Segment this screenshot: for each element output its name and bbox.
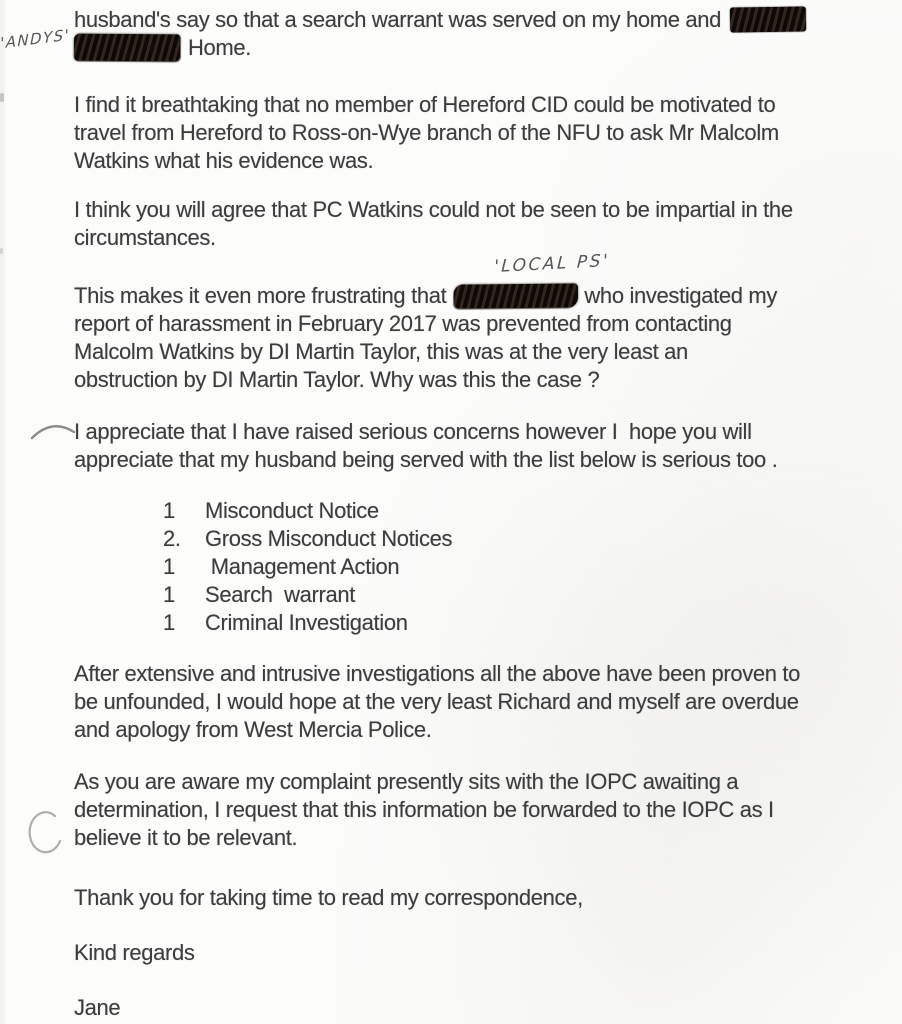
paragraph-7-line-3: believe it to be relevant. bbox=[74, 825, 298, 850]
paragraph-5 bbox=[74, 418, 777, 474]
list-item bbox=[163, 525, 452, 553]
paragraph-4-line-4: obstruction by DI Martin Taylor. Why was this the case ? bbox=[74, 367, 600, 392]
served-notices-list bbox=[163, 497, 452, 637]
paragraph-7-line-2: determination, I request that this information be forwarded to the IOPC as I bbox=[74, 797, 774, 822]
paragraph-5-line-1: I appreciate that I have raised serious concerns however I hope you will bbox=[74, 419, 752, 444]
hole-punch-circle-mark bbox=[23, 809, 67, 861]
paragraph-6-line-2: be unfounded, I would hope at the very least Richard and myself are overdue bbox=[74, 689, 799, 714]
paragraph-text: husband's say so that a search warrant was served on my home and bbox=[74, 7, 722, 32]
closing-regards: Kind regards bbox=[74, 940, 195, 965]
handwritten-annotation-andys: 'ANDYS' bbox=[0, 25, 71, 53]
paragraph-2 bbox=[74, 91, 779, 175]
paragraph-text: Home. bbox=[188, 35, 252, 60]
paragraph-2-line-2: travel from Hereford to Ross-on-Wye branch of the NFU to ask Mr Malcolm bbox=[74, 120, 779, 145]
paragraph-4-line-1 bbox=[74, 282, 777, 310]
list-item-label: Criminal Investigation bbox=[205, 610, 408, 635]
paragraph-6 bbox=[74, 660, 800, 744]
paragraph-1-line-2 bbox=[74, 34, 806, 62]
paragraph-3-line-2: circumstances. bbox=[74, 225, 216, 250]
redaction-block bbox=[730, 6, 806, 32]
paragraph-1 bbox=[74, 6, 806, 62]
list-item bbox=[163, 609, 452, 637]
closing-thanks: Thank you for taking time to read my correspondence, bbox=[74, 885, 583, 910]
scan-edge-speck bbox=[0, 248, 3, 254]
list-item-number: 1 bbox=[163, 554, 175, 579]
paragraph-2-line-1: I find it breathtaking that no member of Hereford CID could be motivated to bbox=[74, 92, 776, 117]
redaction-block bbox=[454, 283, 578, 308]
signature-name: Jane bbox=[74, 995, 121, 1020]
list-item bbox=[163, 581, 452, 609]
paragraph-4-line-3: Malcolm Watkins by DI Martin Taylor, this was at the very least an bbox=[74, 339, 688, 364]
paragraph-4 bbox=[74, 282, 777, 394]
list-item-label: Search warrant bbox=[205, 582, 356, 607]
paragraph-4-line-2: report of harassment in February 2017 was prevented from contacting bbox=[74, 311, 732, 336]
paragraph-6-line-1: After extensive and intrusive investigations all the above have been proven to bbox=[74, 661, 801, 686]
paragraph-7 bbox=[74, 768, 774, 852]
list-item-label: Gross Misconduct Notices bbox=[205, 526, 453, 551]
redaction-block bbox=[74, 34, 180, 62]
list-item-label: Misconduct Notice bbox=[205, 498, 379, 523]
paragraph-3 bbox=[74, 196, 793, 252]
paragraph-6-line-3: and apology from West Mercia Police. bbox=[74, 717, 432, 742]
paragraph-5-line-2: appreciate that my husband being served with the list below is serious too . bbox=[74, 447, 778, 472]
paragraph-1-line-1 bbox=[74, 6, 806, 34]
list-item-number: 1 bbox=[163, 610, 175, 635]
list-item-number: 1 bbox=[163, 498, 175, 523]
pen-arc-mark bbox=[29, 417, 79, 443]
list-item-number: 1 bbox=[163, 582, 175, 607]
handwritten-annotation-local-ps: 'LOCAL PS' bbox=[493, 250, 611, 278]
scan-edge-speck bbox=[0, 93, 4, 102]
paragraph-text: who investigated my bbox=[584, 283, 778, 308]
paragraph-7-line-1: As you are aware my complaint presently sits with the IOPC awaiting a bbox=[74, 769, 739, 794]
list-item bbox=[163, 553, 452, 581]
paragraph-3-line-1: I think you will agree that PC Watkins could not be seen to be impartial in the bbox=[74, 197, 793, 222]
list-item-number: 2. bbox=[163, 526, 181, 551]
list-item-label: Management Action bbox=[205, 554, 400, 579]
list-item bbox=[163, 497, 452, 525]
paragraph-2-line-3: Watkins what his evidence was. bbox=[74, 148, 374, 173]
paragraph-text: This makes it even more frustrating that bbox=[74, 283, 447, 308]
